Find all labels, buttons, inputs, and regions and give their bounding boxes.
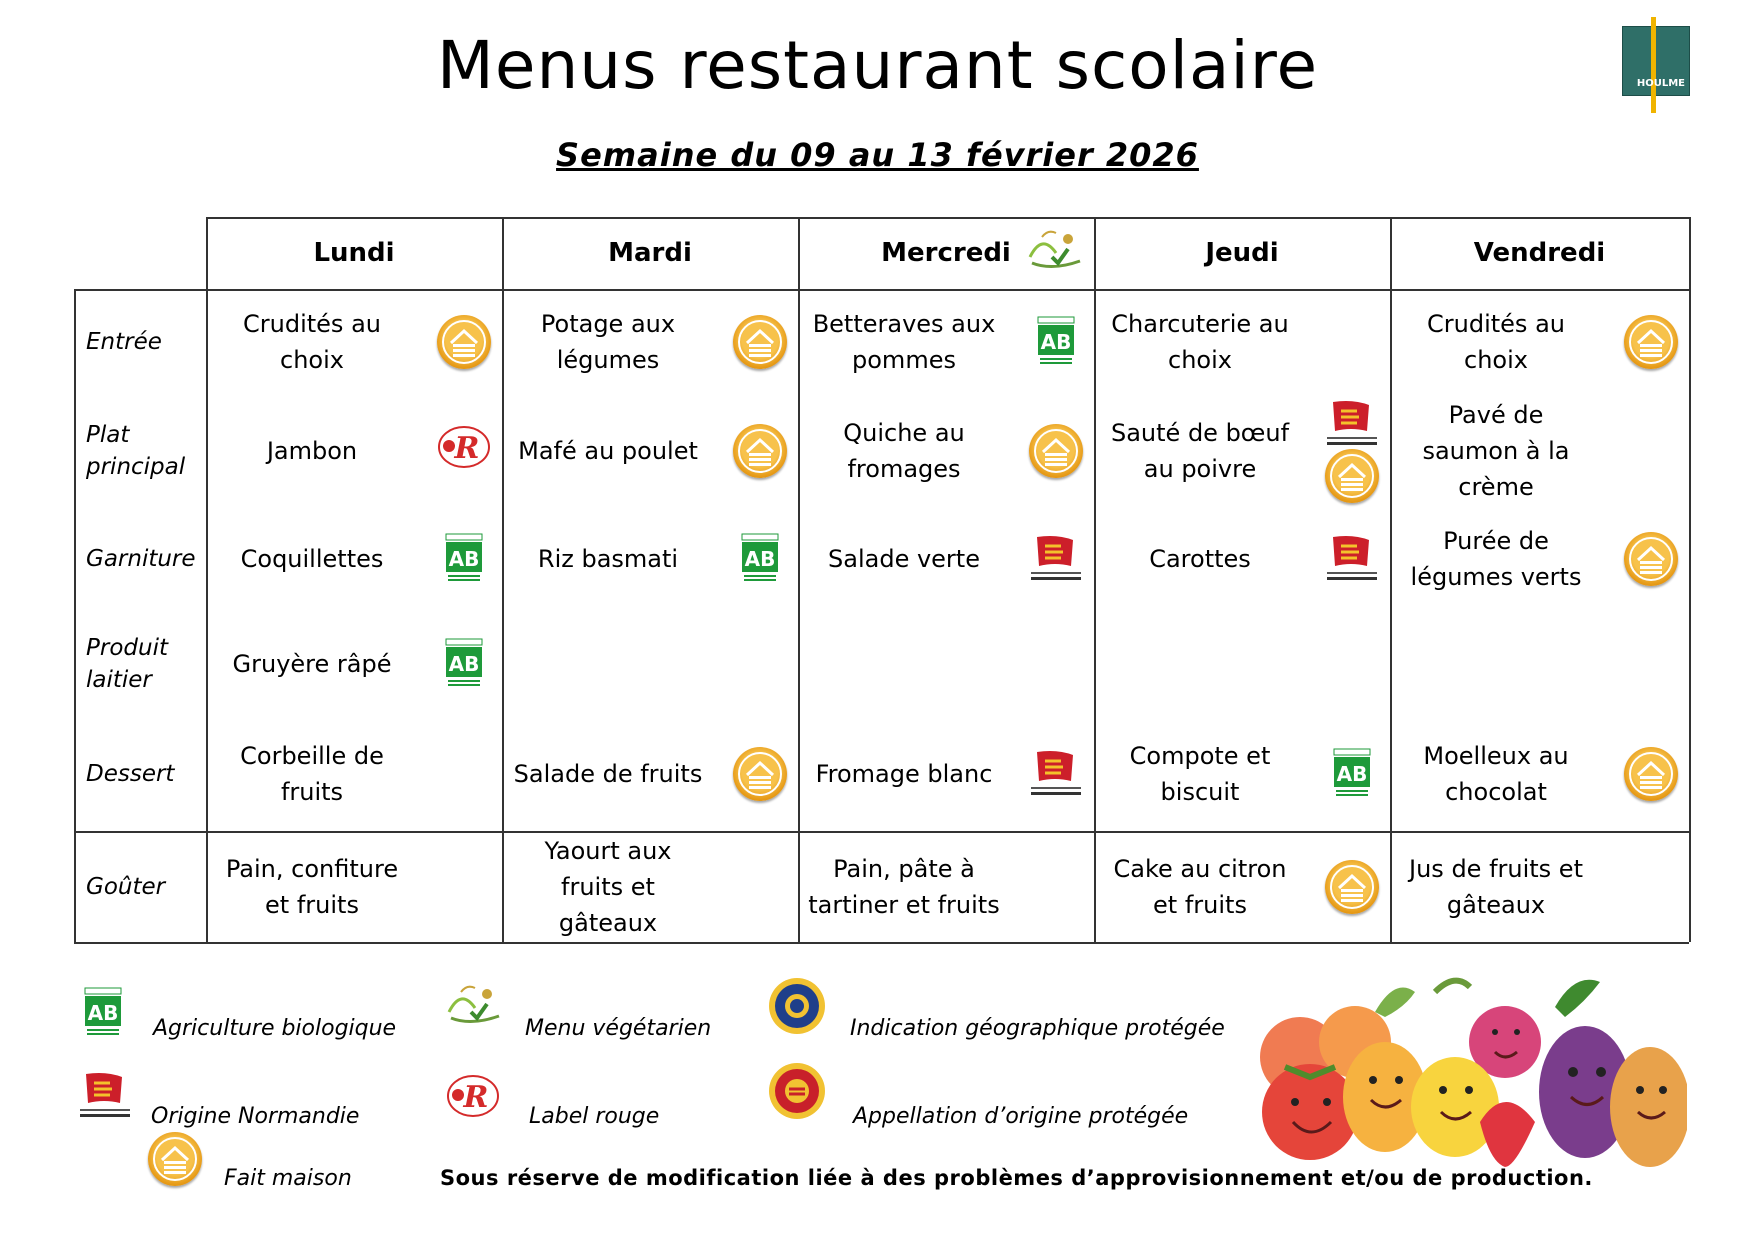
fait-maison-icon — [733, 315, 787, 369]
svg-text:AB: AB — [1336, 761, 1368, 786]
menu-cell — [502, 289, 798, 395]
page-title: Menus restaurant scolaire — [436, 27, 1319, 104]
menu-cell — [1094, 395, 1390, 507]
legend-fait-maison-label: Fait maison — [224, 1166, 352, 1191]
fait-maison-icon — [1624, 315, 1678, 369]
menu-item-text: Jambon — [266, 437, 358, 465]
day-header-vendredi: Vendredi — [1473, 238, 1606, 268]
legend-fait-maison-icon — [148, 1132, 202, 1186]
menu-cell — [1390, 831, 1689, 942]
fait-maison-icon — [1325, 860, 1379, 914]
menu-item-text — [512, 611, 704, 716]
menu-cell — [206, 611, 502, 716]
menu-cell — [1094, 611, 1390, 716]
menu-item-text — [1104, 611, 1296, 716]
menu-item-text: Compote et biscuit — [1129, 741, 1271, 806]
row-label: Garniture — [86, 546, 196, 572]
menu-item-text: Pavé de saumon à la crème — [1422, 401, 1570, 501]
menu-cell — [206, 831, 502, 942]
menu-item-text: Jus de fruits et gâteaux — [1409, 854, 1583, 919]
fait-maison-icon — [1029, 424, 1083, 478]
fait-maison-icon — [1624, 532, 1678, 586]
menu-cell — [798, 831, 1094, 942]
menu-table — [74, 217, 1689, 942]
menu-item-text: Crudités au choix — [243, 310, 381, 374]
menu-cell — [1094, 831, 1390, 942]
menu-cell — [798, 716, 1094, 831]
menu-item-text: Pain, pâte à tartiner et fruits — [808, 854, 1000, 919]
week-heading: Semaine du 09 au 13 février 2026 — [556, 136, 1199, 174]
menu-item-text — [1400, 611, 1592, 716]
menu-cell — [1094, 507, 1390, 611]
menu-item-text: Yaourt aux fruits et gâteaux — [544, 836, 672, 937]
logo-text: HOULME — [1636, 78, 1685, 89]
origine-normandie-icon — [1323, 534, 1381, 584]
agriculture-biologique-icon — [741, 533, 779, 585]
legend-normandie-label: Origine Normandie — [151, 1104, 360, 1129]
menu-item-text: Sauté de bœuf au poivre — [1110, 419, 1290, 483]
legend-label-rouge-label: Label rouge — [529, 1104, 660, 1129]
svg-text:AB: AB — [744, 547, 776, 571]
menu-cell — [502, 716, 798, 831]
fait-maison-icon — [1325, 449, 1379, 503]
menu-item-text: Charcuterie au choix — [1111, 310, 1289, 374]
row-label: Plat principal — [86, 422, 186, 480]
row-label: Produit laitier — [86, 634, 168, 693]
menu-cell — [206, 507, 502, 611]
origine-normandie-icon — [1027, 534, 1085, 584]
origine-normandie-icon — [1323, 399, 1381, 449]
origine-normandie-icon — [1027, 749, 1085, 799]
menu-cell — [502, 611, 798, 716]
menu-item-text: Pain, confiture et fruits — [225, 854, 399, 919]
menu-cell — [1390, 507, 1689, 611]
svg-text:AB: AB — [448, 651, 480, 676]
menu-item-text — [808, 611, 1000, 716]
menu-cell — [1390, 395, 1689, 507]
menu-item-text: Salade de fruits — [513, 759, 703, 788]
menu-item-text: Salade verte — [828, 545, 980, 573]
legend-vegetarian-label: Menu végétarien — [525, 1016, 712, 1041]
menu-item-text: Carottes — [1149, 545, 1251, 573]
menu-item-text: Mafé au poulet — [518, 437, 698, 465]
menu-item-text: Riz basmati — [537, 545, 679, 573]
day-header-lundi: Lundi — [313, 238, 395, 268]
menu-item-text: Cake au citron et fruits — [1113, 854, 1287, 919]
day-header-mardi: Mardi — [608, 238, 692, 268]
menu-cell — [798, 395, 1094, 507]
legend-normandie-icon — [76, 1071, 134, 1121]
menu-cell — [1390, 289, 1689, 395]
svg-text:R: R — [463, 1080, 489, 1115]
agriculture-biologique-icon — [1037, 316, 1075, 368]
menu-item-text: Crudités au choix — [1427, 310, 1565, 374]
agriculture-biologique-icon — [445, 638, 483, 690]
menu-item-text: Quiche au fromages — [843, 419, 965, 483]
fruits-vegetables-illustration — [1255, 972, 1687, 1167]
legend-bio-label: Agriculture biologique — [153, 1016, 397, 1041]
legend-igp-icon — [768, 977, 826, 1035]
legend-vegetarian-icon — [441, 978, 507, 1030]
menu-cell — [798, 611, 1094, 716]
legend-label-rouge-icon — [446, 1073, 500, 1119]
row-label: Goûter — [86, 873, 166, 900]
menu-cell — [1094, 716, 1390, 831]
table-border-bottom — [74, 942, 1689, 944]
menu-cell — [502, 831, 798, 942]
menu-cell — [798, 289, 1094, 395]
legend-igp-label: Indication géographique protégée — [850, 1016, 1225, 1041]
menu-cell — [1390, 716, 1689, 831]
legend-aop-label: Appellation d’origine protégée — [853, 1104, 1189, 1129]
menu-item-text: Moelleux au chocolat — [1423, 741, 1569, 806]
row-label: Entrée — [86, 329, 162, 355]
svg-text:AB: AB — [1040, 330, 1072, 354]
label-rouge-icon — [437, 424, 491, 470]
menu-item-text: Corbeille de fruits — [240, 741, 384, 806]
agriculture-biologique-icon — [1333, 748, 1371, 800]
menu-cell — [1390, 611, 1689, 716]
fait-maison-icon — [733, 424, 787, 478]
fait-maison-icon — [437, 315, 491, 369]
menu-item-text: Potage aux légumes — [540, 310, 676, 374]
menu-cell — [206, 289, 502, 395]
menu-item-text: Purée de légumes verts — [1410, 527, 1582, 591]
menu-item-text: Betteraves aux pommes — [812, 310, 996, 374]
legend-aop-icon — [768, 1062, 826, 1120]
menu-cell — [206, 395, 502, 507]
svg-text:AB: AB — [87, 1001, 119, 1025]
menu-cell — [206, 716, 502, 831]
disclaimer: Sous réserve de modification liée à des problèmes d’approvisionnement et/ou de production. — [440, 1166, 1593, 1190]
menu-cell — [1094, 289, 1390, 395]
houlme-logo — [1622, 26, 1690, 96]
menu-cell — [502, 395, 798, 507]
legend-bio-icon — [84, 987, 122, 1039]
menu-item-text: Fromage blanc — [815, 759, 993, 788]
day-header-jeudi: Jeudi — [1205, 238, 1279, 268]
menu-cell — [798, 507, 1094, 611]
fait-maison-icon — [1624, 747, 1678, 801]
menu-vegetarien-icon — [1022, 223, 1088, 275]
table-column-separator — [1689, 217, 1691, 942]
day-header-mercredi: Mercredi — [881, 238, 1011, 268]
row-label: Dessert — [86, 760, 175, 787]
menu-item-text: Coquillettes — [240, 545, 384, 573]
menu-cell — [502, 507, 798, 611]
svg-text:R: R — [454, 431, 480, 466]
svg-text:AB: AB — [448, 547, 480, 571]
menu-item-text: Gruyère râpé — [232, 649, 392, 678]
agriculture-biologique-icon — [445, 533, 483, 585]
fait-maison-icon — [733, 747, 787, 801]
